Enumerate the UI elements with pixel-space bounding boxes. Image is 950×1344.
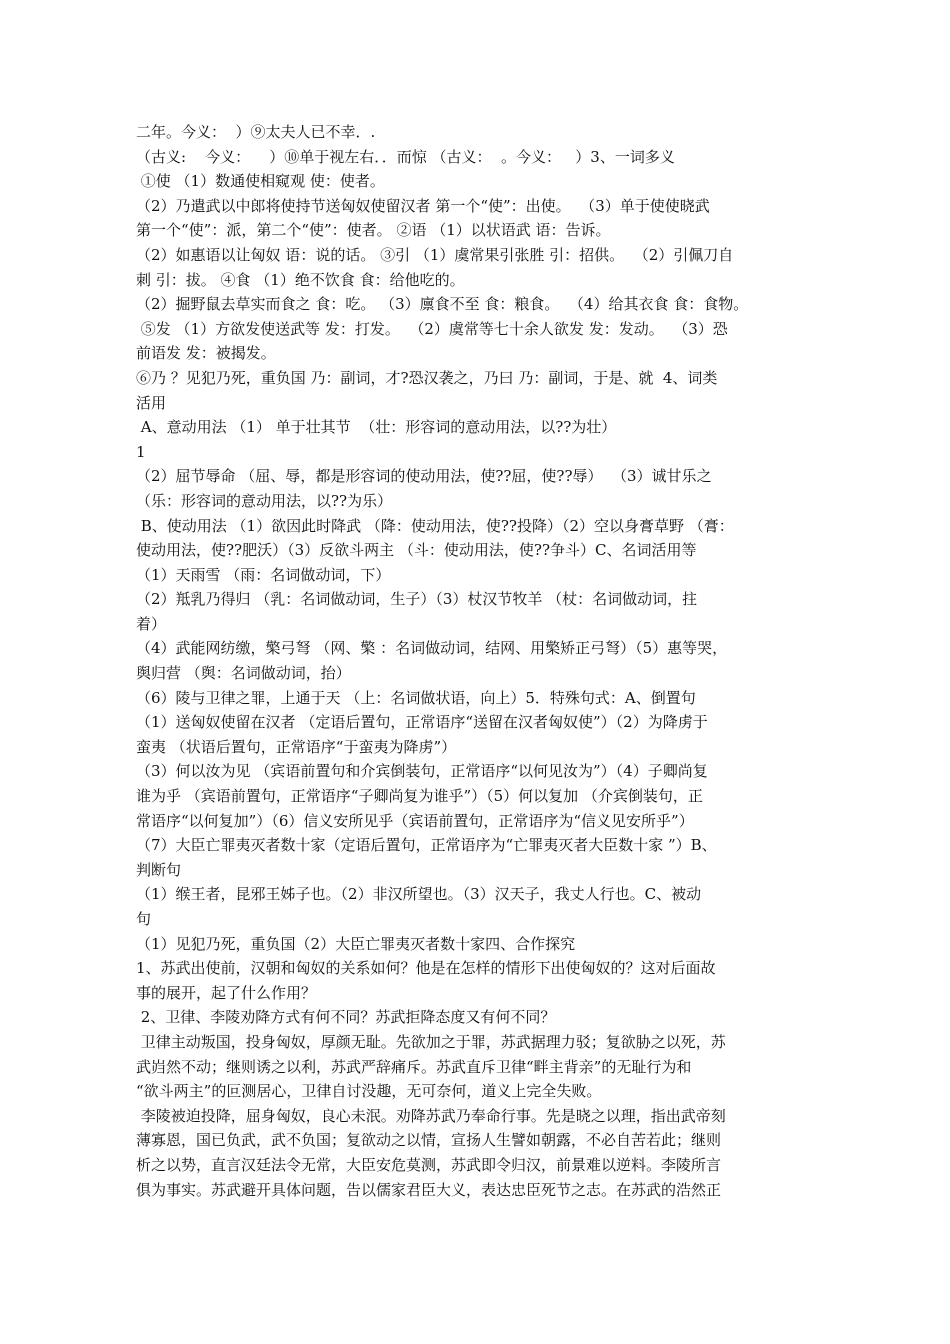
text-line: （2）掘野鼠去草实而食之 食：吃。 （3）廪食不至 食：粮食。 （4）给其衣食 食：食物。 — [136, 295, 749, 314]
text-line: （乐：形容词的意动用法，以??为乐） — [136, 491, 393, 510]
text-line: 2、卫律、李陵劝降方式有何不同？苏武拒降态度又有何不同？ — [136, 1008, 556, 1027]
text-line: （6）陵与卫律之罪，上通于天 （上：名词做状语，向上）5．特殊句式：A、倒置句 — [136, 688, 696, 707]
text-line: （2）乃遣武以中郎将使持节送匈奴使留汉者 第一个“使”：出使。 （3）单于使使晓武 — [136, 196, 710, 215]
text-line: （1）缑王者，昆邪王姊子也。（2）非汉所望也。（3）汉天子，我丈人行也。C、被动 — [136, 885, 702, 904]
text-line: （1）见犯乃死，重负国（2）大臣亡罪夷灭者数十家四、合作探究 — [136, 934, 576, 953]
text-line: （1）送匈奴使留在汉者 （定语后置句，正常语序“送留在汉者匈奴使”）（2）为降虏于 — [136, 713, 708, 732]
text-line: 常语序“以何复加”）（6）信义安所见乎（宾语前置句，正常语序为“信义见安所乎”） — [136, 811, 694, 830]
text-line: 刺 引：拔。 ④食 （1）绝不饮食 食：给他吃的。 — [136, 270, 465, 289]
text-line: 使动用法，使??肥沃）（3）反欲斗两主 （斗：使动用法，使??争斗）C、名词活用等 — [136, 541, 697, 560]
text-line: ⑥乃 ？见犯乃死，重负国 乃：副词，才?恐汉袭之，乃曰 乃：副词，于是、就 4、词类 — [136, 368, 718, 387]
text-line: （2）羝乳乃得归 （乳：名词做动词，生子）（3）杖汉节牧羊 （杖：名词做动词，拄 — [136, 590, 698, 609]
text-line: 句 — [136, 910, 152, 928]
text-line: A、意动用法 （1） 单于壮其节 （壮：形容词的意动用法，以??为壮） — [136, 418, 617, 437]
text-line: ⑤发 （1）方欲发使送武等 发：打发。 （2）虞常等七十余人欲发 发：发动。 （3）恐 — [136, 319, 728, 338]
text-line: 李陵被迫投降，屈身匈奴，良心未泯。劝降苏武乃奉命行事。先是晓之以理，指出武帝刻 — [136, 1106, 726, 1125]
text-line: 蛮夷 （状语后置句，正常语序“于蛮夷为降虏”） — [136, 737, 457, 756]
text-line: （2）如惠语以让匈奴 语：说的话。 ③引 （1）虞常果引张胜 引：招供。 （2）引佩刀自 — [136, 245, 734, 264]
text-line: 卫律主动叛国，投身匈奴，厚颜无耻。先欲加之于罪，苏武据理力驳；复欲胁之以死，苏 — [136, 1032, 726, 1051]
text-line: 活用 — [136, 393, 167, 412]
text-line: （7）大臣亡罪夷灭者数十家（定语后置句，正常语序为“亡罪夷灭者大臣数十家 ”）B、 — [136, 836, 717, 855]
text-line: 第一个“使”：派，第二个“使”：使者。 ②语 （1）以状语武 语：告诉。 — [136, 221, 611, 240]
text-line: （2）屈节辱命 （屈、辱，都是形容词的使动用法，使??屈，使??辱） （3）诚甘乐之 — [136, 467, 712, 486]
text-line: B、使动用法 （1）欲因此时降武 （降：使动用法，使??投降）（2）空以身膏草野 （膏： — [136, 516, 734, 535]
text-line: “欲斗两主”的叵测居心，卫律自讨没趣，无可奈何，道义上完全失败。 — [136, 1082, 602, 1101]
text-line: 武岿然不动；继则诱之以利，苏武严辞痛斥。苏武直斥卫律“畔主背亲”的无耻行为和 — [136, 1057, 692, 1076]
text-line: 1 — [136, 442, 146, 461]
text-line: 判断句 — [136, 860, 182, 879]
text-line: 舆归营 （舆：名词做动词，抬） — [136, 664, 351, 683]
text-line: （1）天雨雪 （雨：名词做动词，下） — [136, 565, 391, 584]
text-line: （4）武能网纺缴，檠弓弩 （网、檠 ：名词做动词，结网、用檠矫正弓弩）（5）惠等哭， — [136, 639, 728, 658]
text-line: 着） — [136, 614, 167, 633]
text-line: 前语发 发：被揭发。 — [136, 344, 276, 363]
text-line: 析之以势，直言汉廷法令无常，大臣安危莫测，苏武即令归汉，前景难以逆料。李陵所言 — [136, 1155, 722, 1174]
document-body — [136, 120, 816, 1202]
text-line: （3）何以汝为见 （宾语前置句和介宾倒装句，正常语序“以何见汝为”）（4）子卿尚复 — [136, 762, 708, 781]
text-line: 事的展开，起了什么作用？ — [136, 983, 317, 1002]
text-line: 薄寡恩，国已负武，武不负国；复欲动之以情，宣扬人生譬如朝露，不必自苦若此；继则 — [136, 1131, 722, 1150]
text-line: 谁为乎 （宾语前置句，正常语序“子卿尚复为谁乎”）（5）何以复加 （介宾倒装句，正 — [136, 787, 703, 806]
text-line: ①使 （1）数通使相窥观 使：使者。 — [136, 172, 385, 191]
text-line: 1、苏武出使前，汉朝和匈奴的关系如何？他是在怎样的情形下出使匈奴的？这对后面故 — [136, 959, 716, 978]
text-line: 二年。今义： ）⑨太夫人已不幸．. — [136, 123, 376, 141]
text-line: 俱为事实。苏武避开具体问题，告以儒家君臣大义，表达忠臣死节之志。在苏武的浩然正 — [136, 1180, 722, 1199]
text-line: （古义: 今义： ）⑩单于视左右．．而惊 （古义： 。今义： ）3、一词多义 — [136, 147, 675, 166]
